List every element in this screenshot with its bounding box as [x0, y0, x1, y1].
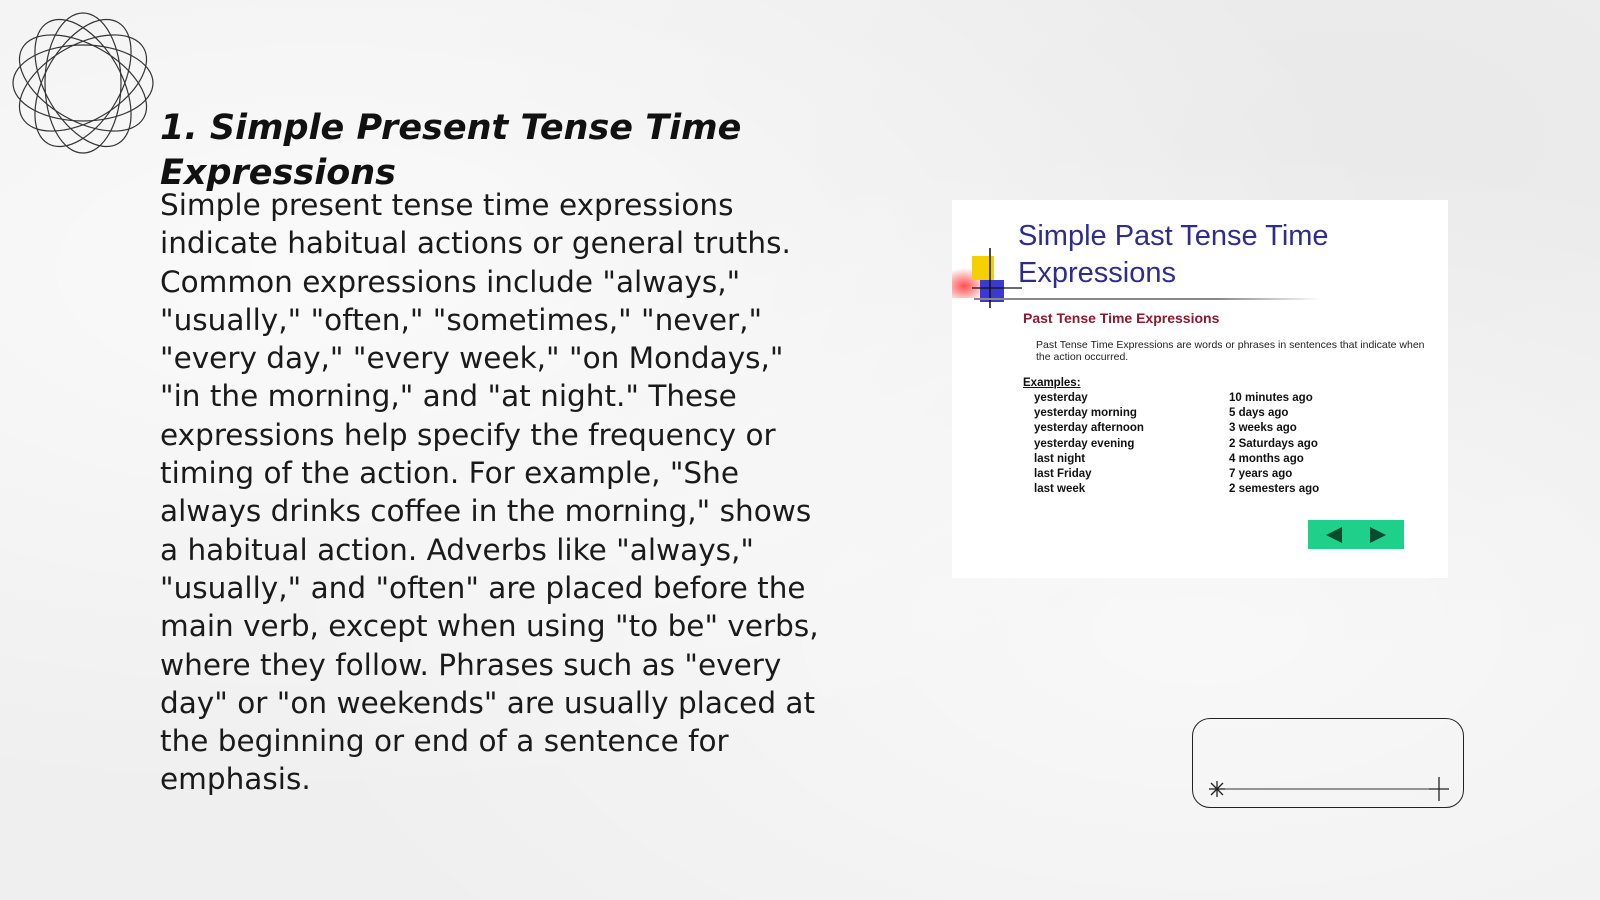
- examples-label: Examples:: [1023, 377, 1081, 389]
- list-item: 4 months ago: [1229, 452, 1304, 465]
- next-arrow-icon: [1368, 526, 1388, 544]
- spirograph-ornament-icon: [8, 8, 158, 158]
- list-item: yesterday afternoon: [1034, 422, 1144, 435]
- body-paragraph: Simple present tense time expressions indicate habitual actions or general truths. Common expressions include "always," "usually," "often," "sometimes," "never," "every day," "every week," "on Mondays," "in the morning," and "at night." These expressions help specify the frequency or timing of the action. For example, "She always drinks coffee in the morning," shows a habitual action. Adverbs like "always," "usually," and "often" are placed before the main verb, except when using "to be" verbs, where they follow. Phrases such as "every day" or "on weekends" are usually placed at the beginning or end of a sentence for emphasis.: [160, 188, 819, 797]
- prev-slide-button[interactable]: [1323, 525, 1345, 545]
- list-item: 10 minutes ago: [1229, 392, 1313, 404]
- slide-nav-bar: [1308, 520, 1404, 549]
- list-item: last night: [1034, 452, 1086, 465]
- next-slide-button[interactable]: [1367, 525, 1389, 545]
- title-divider: [974, 298, 1322, 300]
- embedded-slide-title: Simple Past Tense Time Expressions: [1018, 220, 1329, 289]
- embedded-slide-description: Past Tense Time Expressions are words or phrases in sentences that indicate when the action occurred.: [1036, 339, 1425, 363]
- decorative-frame: [1192, 718, 1464, 808]
- color-block-decoration-icon: [952, 248, 1022, 318]
- list-item: 2 Saturdays ago: [1229, 437, 1318, 450]
- list-item: yesterday morning: [1034, 407, 1137, 420]
- list-item: 3 weeks ago: [1229, 422, 1297, 435]
- sparkle-line-icon: [1193, 719, 1465, 809]
- list-item: yesterday: [1034, 392, 1088, 404]
- slide-title: 1. Simple Present Tense Time Expressions: [160, 108, 742, 193]
- embedded-slide-image: [952, 200, 1448, 578]
- list-item: last Friday: [1034, 468, 1092, 481]
- embedded-slide-subhead: Past Tense Time Expressions: [1023, 310, 1220, 326]
- prev-arrow-icon: [1324, 526, 1344, 544]
- list-item: 2 semesters ago: [1229, 483, 1320, 496]
- right-examples-list: [1229, 391, 1319, 497]
- list-item: 7 years ago: [1229, 468, 1293, 481]
- list-item: yesterday evening: [1034, 437, 1135, 450]
- list-item: last week: [1034, 483, 1086, 496]
- left-examples-list: [1034, 391, 1144, 497]
- list-item: 5 days ago: [1229, 407, 1289, 420]
